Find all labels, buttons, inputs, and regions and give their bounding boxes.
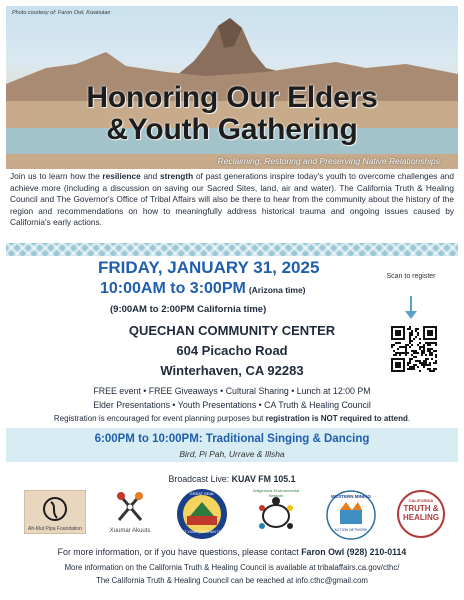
event-time-zone: (Arizona time) (248, 285, 306, 295)
logo-seal-bottom-text: FORT YUMA QUECHAN TRIBE (177, 530, 227, 534)
logo-truth-healing-mid: TRUTH & (403, 504, 439, 513)
photo-credit: Photo courtesy of: Faron Owl, Kwatsáan (12, 10, 111, 16)
logo-western-mining (322, 488, 380, 544)
event-time-value: 10:00AM to 3:00PM (100, 280, 246, 297)
venue-address-city: Winterhaven, CA 92283 (160, 363, 304, 378)
broadcast-info (0, 474, 464, 484)
california-time: (9:00AM to 2:00PM California time) (110, 304, 267, 315)
logo-ien (246, 488, 306, 544)
logo-truth-healing-top: CALIFORNIA (408, 498, 434, 503)
contact-info (0, 547, 464, 557)
logo-western-mining-top: WESTERN MINING (331, 494, 371, 499)
crossed-feathers-icon (115, 490, 145, 524)
logo-truth-healing-bottom: HEALING (403, 513, 439, 522)
logo-ah-mut-pipa (24, 488, 86, 544)
venue-address-street: 604 Picacho Road (176, 343, 288, 358)
registration-text: Registration is encouraged for event planning purposes but (53, 414, 266, 423)
sponsor-logos (14, 488, 454, 544)
turtle-icon (256, 494, 296, 534)
scan-label: Scan to register (386, 273, 436, 280)
more-info-website[interactable]: More information on the California Truth & Healing Council is available at tribalaffairs.ca.gov/cthc/ (64, 563, 400, 572)
intro-text-2: of past generations inspire today's youth to overcome challenges and achieve more (including a discussion on saving our Sacred Sites, land, air and water). The California Truth & Healing Council and The Governor's Office of Tribal Affairs will also be there to hear from the community about the history of the region and recommendations on how to meaningfully address historical trauma and ongoing issues caused by California's early actions. (10, 171, 454, 228)
intro-paragraph (10, 171, 454, 229)
venue-name: QUECHAN COMMUNITY CENTER (128, 323, 336, 338)
evening-songs: Bird, Pi Pah, Urrave & Illsha (179, 449, 285, 459)
more-info-email[interactable]: The California Truth & Healing Council can be reached at info.cthc@gmail.com (96, 576, 368, 585)
logo-xuumar-akuuts (102, 488, 158, 544)
event-title-line1: Honoring Our Elders (86, 81, 378, 114)
intro-text-1: Join us to learn how the (10, 171, 103, 181)
intro-strength: strength (160, 171, 194, 181)
intro-resilience: resilience (102, 171, 141, 181)
logo-quechan-seal (174, 488, 230, 544)
registration-end: . (407, 414, 411, 423)
event-features-line2: Elder Presentations • Youth Presentations • CA Truth & Healing Council (93, 400, 371, 410)
intro-and: and (140, 171, 161, 181)
event-features-line1: FREE event • FREE Giveaways • Cultural Sharing • Lunch at 12:00 PM (93, 386, 371, 396)
registration-not-required: registration is NOT required to attend (265, 414, 408, 423)
pipa-emblem-icon (42, 494, 68, 524)
contact-text: For more information, or if you have questions, please contact (57, 547, 302, 557)
event-date: FRIDAY, JANUARY 31, 2025 (98, 258, 320, 277)
logo-western-mining-bottom: ACTION NETWORK (334, 528, 368, 532)
registration-note (0, 414, 464, 423)
decorative-pattern-band (6, 243, 458, 256)
arrow-down-icon (404, 296, 418, 320)
broadcast-station: KUAV FM 105.1 (231, 474, 296, 484)
evening-program-title: 6:00PM to 10:00PM: Traditional Singing & Dancing (94, 433, 370, 445)
logo-truth-healing (394, 488, 448, 544)
logo-ah-mut-pipa-label: Ah-Mut Pipa Foundation (28, 526, 82, 532)
contact-person-phone[interactable]: Faron Owl (928) 210-0114 (301, 547, 407, 557)
logo-xuumar-akuuts-label: Xuumar Akuuts (109, 528, 151, 534)
broadcast-label: Broadcast Live: (168, 474, 232, 484)
logo-seal-top-text: GREAT SEAL (189, 491, 215, 496)
tagline: Reclaiming, Restoring and Preserving Native Relationships (217, 156, 440, 166)
hero-banner (6, 6, 458, 169)
logo-ien-label: Indigenous Environmental Network (252, 488, 300, 498)
event-title-line2: &Youth Gathering (106, 113, 358, 146)
event-time (100, 280, 306, 298)
